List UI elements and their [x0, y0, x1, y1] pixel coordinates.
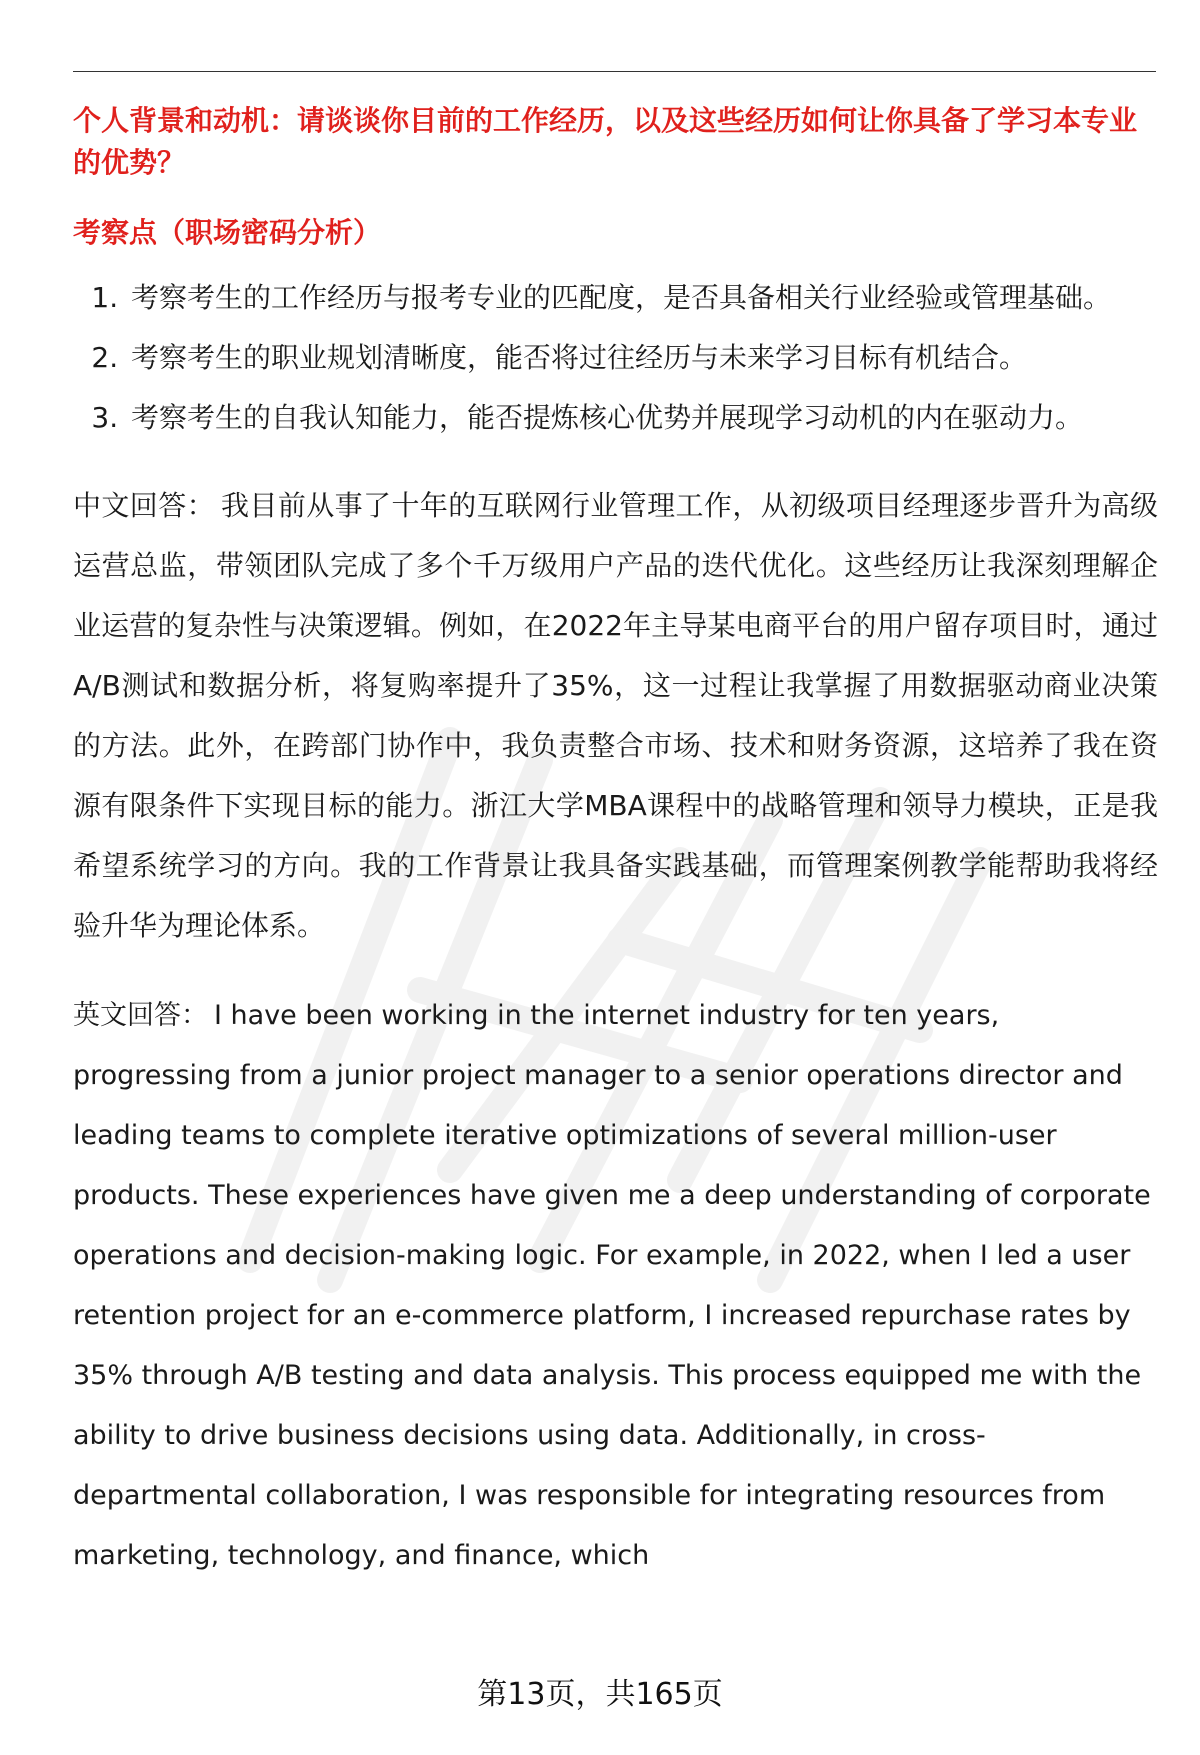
analysis-points-list [73, 268, 1158, 448]
english-answer-label: 英文回答： [73, 1000, 208, 1031]
page-footer: 第13页，共165页 [477, 1677, 723, 1712]
chinese-answer-text: 我目前从事了十年的互联网行业管理工作，从初级项目经理逐步晋升为高级运营总监，带领团队完成了多个千万级用户产品的迭代优化。这些经历让我深刻理解企业运营的复杂性与决策逻辑。例如，在2022年主导某电商平台的用户留存项目时，通过A/B测试和数据分析，将复购率提升了35%，这一过程让我掌握了用数据驱动商业决策的方法。此外，在跨部门协作中，我负责整合市场、技术和财务资源，这培养了我在资源有限条件下实现目标的能力。浙江大学MBA课程中的战略管理和领导力模块，正是我希望系统学习的方向。我的工作背景让我具备实践基础，而管理案例教学能帮助我将经验升华为理论体系。 [73, 489, 1158, 942]
chinese-answer-label: 中文回答： [73, 489, 216, 522]
header-rule [73, 71, 1156, 72]
analysis-title: 考察点（职场密码分析） [73, 216, 382, 249]
analysis-point: 1. 考察考生的工作经历与报考专业的匹配度，是否具备相关行业经验或管理基础。 [127, 268, 1158, 328]
main-content [73, 100, 1158, 1586]
chinese-answer [73, 476, 1158, 956]
analysis-point: 3. 考察考生的自我认知能力，能否提炼核心优势并展现学习动机的内在驱动力。 [127, 388, 1158, 448]
question-heading: 个人背景和动机：请谈谈你目前的工作经历，以及这些经历如何让你具备了学习本专业的优势？ [73, 104, 1138, 179]
english-answer-text: I have been working in the internet industry for ten years, progressing from a junior project manager to a senior operations director and leading teams to complete iterative optimizations of several million-user products. These experiences have given me a deep understanding of corporate operations and decision-making logic. For example, in 2022, when I led a user retention project for an e-commerce platform, I increased repurchase rates by 35% through A/B testing and data analysis. This process equipped me with the ability to drive business decisions using data. Additionally, in cross-departmental collaboration, I was responsible for integrating resources from marketing, technology, and finance, which [73, 1000, 1151, 1571]
analysis-point: 2. 考察考生的职业规划清晰度，能否将过往经历与未来学习目标有机结合。 [127, 328, 1158, 388]
english-answer [73, 986, 1158, 1586]
